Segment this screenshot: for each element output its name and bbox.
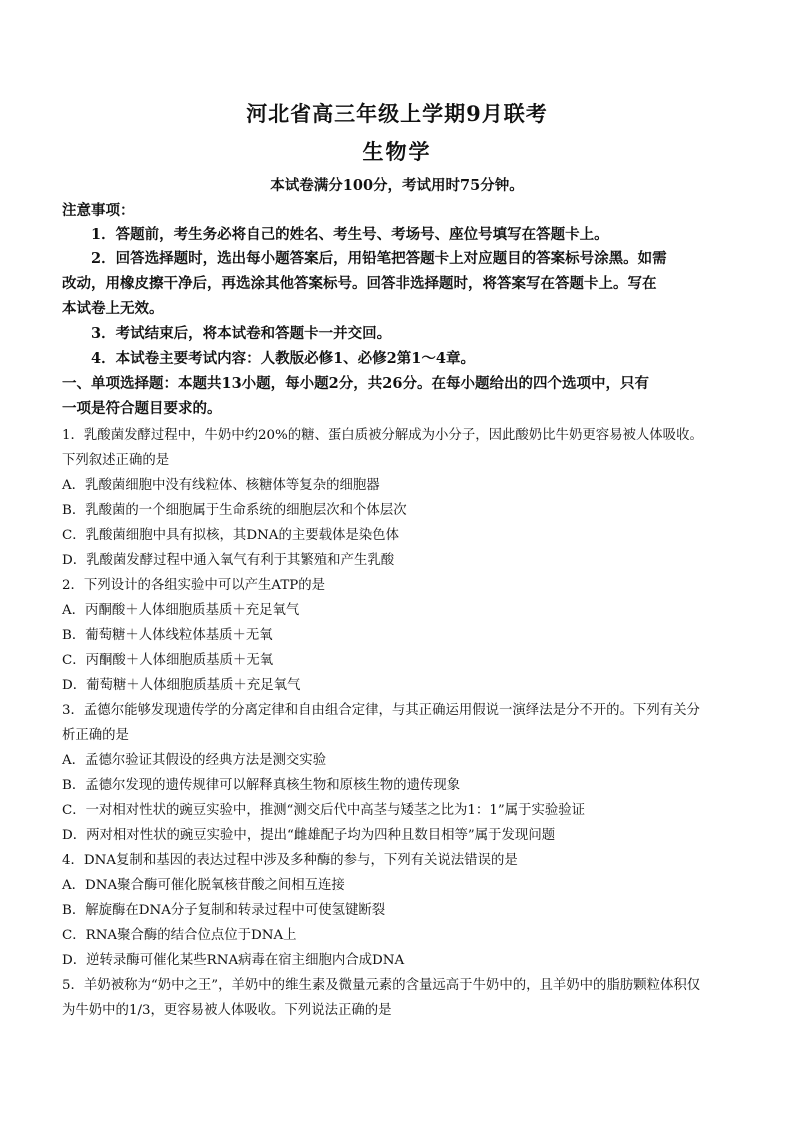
question-4-option-b: B．解旋酶在DNA分子复制和转录过程中可使氢键断裂: [62, 903, 386, 918]
question-4-option-d: D．逆转录酶可催化某些RNA病毒在宿主细胞内合成DNA: [62, 953, 405, 968]
question-2-option-a: A．丙酮酸＋人体细胞质基质＋充足氧气: [62, 603, 300, 618]
question-1-option-d: D．乳酸菌发酵过程中通入氧气有利于其繁殖和产生乳酸: [62, 553, 395, 568]
question-2-option-d: D．葡萄糖＋人体细胞质基质＋充足氧气: [62, 678, 301, 693]
notice-item-2-line-3: 本试卷上无效。: [62, 300, 164, 317]
notice-item-2-line-1: 2．回答选择题时，选出每小题答案后，用铅笔把答题卡上对应题目的答案标号涂黑。如需: [91, 250, 667, 267]
question-5-line-1: 5．羊奶被称为“奶中之王”，羊奶中的维生素及微量元素的含量远高于牛奶中的，且羊奶中的脂肪颗粒体积仅: [62, 978, 701, 993]
section-heading-line-1: 一、单项选择题：本题共13小题，每小题2分，共26分。在每小题给出的四个选项中，只有: [62, 375, 649, 392]
question-4: 4．DNA复制和基因的表达过程中涉及多种酶的参与，下列有关说法错误的是: [62, 853, 518, 868]
question-1-option-b: B．乳酸菌的一个细胞属于生命系统的细胞层次和个体层次: [62, 503, 407, 518]
question-1-line-1: 1．乳酸菌发酵过程中，牛奶中约20%的糖、蛋白质被分解成为小分子，因此酸奶比牛奶更容易被人体吸收。: [62, 428, 703, 443]
question-5-line-2: 为牛奶中的1/3，更容易被人体吸收。下列说法正确的是: [62, 1003, 392, 1018]
exam-info: 本试卷满分100分，考试用时75分钟。: [270, 177, 524, 194]
notice-item-3: 3．考试结束后，将本试卷和答题卡一并交回。: [91, 325, 392, 342]
question-3-option-c: C．一对相对性状的豌豆实验中，推测“测交后代中高茎与矮茎之比为1：1”属于实验验证: [62, 803, 586, 818]
question-3-option-b: B．孟德尔发现的遗传规律可以解释真核生物和原核生物的遗传现象: [62, 778, 461, 793]
question-3-line-2: 析正确的是: [62, 728, 129, 743]
notice-item-2-line-2: 改动，用橡皮擦干净后，再选涂其他答案标号。回答非选择题时，将答案写在答题卡上。写在: [62, 275, 657, 292]
section-heading-line-2: 一项是符合题目要求的。: [62, 400, 222, 417]
question-3-option-d: D．两对相对性状的豌豆实验中，提出“雌雄配子均为四种且数目相等”属于发现问题: [62, 828, 556, 843]
question-3-line-1: 3．孟德尔能够发现遗传学的分离定律和自由组合定律，与其正确运用假说一演绎法是分不开的。下列有关分: [62, 703, 700, 718]
notice-item-4: 4．本试卷主要考试内容：人教版必修1、必修2第1～4章。: [91, 350, 475, 367]
question-4-option-a: A．DNA聚合酶可催化脱氧核苷酸之间相互连接: [62, 878, 345, 893]
exam-title: 河北省高三年级上学期9月联考: [246, 101, 548, 126]
question-3-option-a: A．孟德尔验证其假设的经典方法是测交实验: [62, 753, 327, 768]
question-1-line-2: 下列叙述正确的是: [62, 453, 170, 468]
notice-heading: 注意事项：: [62, 202, 135, 219]
question-2: 2．下列设计的各组实验中可以产生ATP的是: [62, 578, 326, 593]
question-2-option-b: B．葡萄糖＋人体线粒体基质＋无氧: [62, 628, 273, 643]
question-1-option-c: C．乳酸菌细胞中具有拟核，其DNA的主要载体是染色体: [62, 528, 399, 543]
subject-title: 生物学: [362, 139, 432, 164]
question-2-option-c: C．丙酮酸＋人体细胞质基质＋无氧: [62, 653, 274, 668]
question-1-option-a: A．乳酸菌细胞中没有线粒体、核糖体等复杂的细胞器: [62, 478, 380, 493]
question-4-option-c: C．RNA聚合酶的结合位点位于DNA上: [62, 928, 297, 943]
notice-item-1: 1．答题前，考生务必将自己的姓名、考生号、考场号、座位号填写在答题卡上。: [91, 226, 609, 243]
